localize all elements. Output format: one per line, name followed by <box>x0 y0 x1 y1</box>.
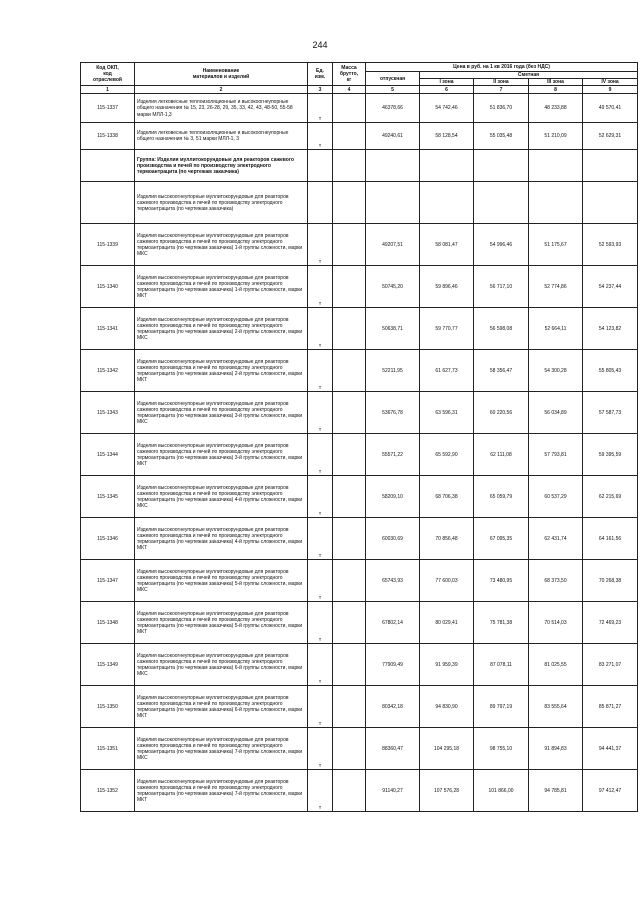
item-price-zone3: 51 210,09 <box>529 123 583 150</box>
item-unit: т <box>308 686 333 728</box>
item-mass <box>333 392 366 434</box>
item-price-zone2: 73 480,95 <box>474 560 529 602</box>
item-price-zone2: 60 220,56 <box>474 392 529 434</box>
table-row <box>81 770 638 812</box>
item-code: 115-1344 <box>81 434 135 476</box>
item-price-zone3: 91 894,83 <box>529 728 583 770</box>
item-code: 115-1349 <box>81 644 135 686</box>
item-price-zone3: 94 785,81 <box>529 770 583 812</box>
item-name: Группа: Изделия муллитокорундовые для реакторов сажевого производства и печей по производству электродного термоантрацита (по чертежам заказчика) <box>135 150 308 182</box>
item-code: 115-1343 <box>81 392 135 434</box>
item-price-zone2: 56 598,08 <box>474 308 529 350</box>
table-row <box>81 476 638 518</box>
table-row <box>81 686 638 728</box>
item-price-zone4: 85 871,27 <box>583 686 638 728</box>
header-name-line1: Наименование <box>202 68 240 74</box>
item-unit: т <box>308 602 333 644</box>
page-number: 244 <box>312 40 328 50</box>
item-name: Изделия высокоогнеупорные муллитокорундовые для реакторов сажевого производства и печей по производству электродного термоантрацита (по чертежам заказчика) 6-й группы сложности, марки МКТ <box>135 686 308 728</box>
item-unit: т <box>308 728 333 770</box>
item-price-zone1: 80 029,41 <box>420 602 474 644</box>
table-row <box>81 434 638 476</box>
column-number: 6 <box>420 86 474 94</box>
item-price-zone3: 81 025,55 <box>529 644 583 686</box>
item-price-zone4: 52 629,31 <box>583 123 638 150</box>
item-release-price: 52211,95 <box>366 350 420 392</box>
item-name: Изделия легковесные теплоизоляционные и высокоогнеупорные общего назначения № 15, 23, 26-28, 29, 35, 33, 42, 43, 48-50, 55-58 марки МЛЛ-1,3 <box>135 94 308 123</box>
table-row <box>81 602 638 644</box>
table-body <box>81 94 638 812</box>
item-price-zone1: 77 600,03 <box>420 560 474 602</box>
header-code-line3: отраслевой <box>92 77 123 84</box>
header-price-title: Цена в руб. на 1 кв 2016 года (без НДС) <box>366 63 638 72</box>
item-mass <box>333 476 366 518</box>
item-price-zone3: 70 514,03 <box>529 602 583 644</box>
item-mass <box>333 150 366 182</box>
item-unit: т <box>308 224 333 266</box>
item-code: 115-1338 <box>81 123 135 150</box>
item-release-price <box>366 150 420 182</box>
item-code: 115-1346 <box>81 518 135 560</box>
item-name: Изделия высокоогнеупорные муллитокорундовые для реакторов сажевого производства и печей по производству электродного термоантрацита (по чертежам заказчика) 3-й группы сложности, марки МКТ <box>135 434 308 476</box>
column-number: 2 <box>135 86 308 94</box>
item-price-zone2 <box>474 150 529 182</box>
price-table <box>80 62 638 812</box>
item-mass <box>333 644 366 686</box>
item-price-zone1 <box>420 150 474 182</box>
item-price-zone3: 56 034,89 <box>529 392 583 434</box>
column-number: 1 <box>81 86 135 94</box>
item-price-zone4: 59 395,59 <box>583 434 638 476</box>
table-row <box>81 224 638 266</box>
item-price-zone3: 83 555,64 <box>529 686 583 728</box>
header-zone2: II зона <box>474 79 529 86</box>
header-code-line2: код <box>103 71 112 78</box>
item-price-zone3: 54 300,28 <box>529 350 583 392</box>
column-number: 4 <box>333 86 366 94</box>
item-price-zone4: 54 237,44 <box>583 266 638 308</box>
table-row <box>81 308 638 350</box>
item-code: 115-1350 <box>81 686 135 728</box>
table-row <box>81 94 638 123</box>
item-mass <box>333 224 366 266</box>
item-price-zone1: 91 959,39 <box>420 644 474 686</box>
item-mass <box>333 182 366 224</box>
item-release-price: 49207,51 <box>366 224 420 266</box>
header-code-line1: Код ОКП, <box>96 64 119 71</box>
item-mass <box>333 770 366 812</box>
item-price-zone2: 98 755,10 <box>474 728 529 770</box>
item-unit: т <box>308 476 333 518</box>
item-price-zone3: 52 664,11 <box>529 308 583 350</box>
item-price-zone4 <box>583 150 638 182</box>
column-number: 7 <box>474 86 529 94</box>
item-code: 115-1351 <box>81 728 135 770</box>
item-unit <box>308 182 333 224</box>
header-name <box>135 63 308 86</box>
item-name: Изделия высокоогнеупорные муллитокорундовые для реакторов сажевого производства и печей по производству электродного термоантрацита (по чертежам заказчика) 6-й группы сложности, марки МКС <box>135 644 308 686</box>
item-price-zone4: 64 161,56 <box>583 518 638 560</box>
item-unit: т <box>308 123 333 150</box>
item-price-zone2: 89 797,19 <box>474 686 529 728</box>
item-release-price: 77909,49 <box>366 644 420 686</box>
item-release-price: 53676,78 <box>366 392 420 434</box>
header-name-line2: материалов и изделий <box>192 74 250 81</box>
item-price-zone1: 63 596,31 <box>420 392 474 434</box>
item-price-zone2 <box>474 182 529 224</box>
item-release-price: 88360,47 <box>366 728 420 770</box>
table-row <box>81 350 638 392</box>
item-price-zone4 <box>583 182 638 224</box>
column-number: 9 <box>583 86 638 94</box>
header-unit-line1: Ед. <box>316 68 324 74</box>
column-number-row <box>81 86 638 94</box>
item-mass <box>333 518 366 560</box>
item-price-zone1: 107 576,28 <box>420 770 474 812</box>
item-code: 115-1337 <box>81 94 135 123</box>
item-unit: т <box>308 434 333 476</box>
item-code: 115-1345 <box>81 476 135 518</box>
item-price-zone1: 70 856,48 <box>420 518 474 560</box>
item-code: 115-1347 <box>81 560 135 602</box>
item-release-price: 50638,71 <box>366 308 420 350</box>
header-estimate: Сметная <box>420 72 638 79</box>
item-release-price <box>366 182 420 224</box>
item-unit <box>308 150 333 182</box>
item-name: Изделия высокоогнеупорные муллитокорундовые для реакторов сажевого производства и печей по производству электродного термоантрацита (по чертежам заказчика) <box>135 182 308 224</box>
item-price-zone1: 104 295,18 <box>420 728 474 770</box>
table-row <box>81 150 638 182</box>
item-name: Изделия легковесные теплоизоляционные и высокоогнеупорные общего назначения № 3, 51 марки МЛЛ-1, 3 <box>135 123 308 150</box>
item-price-zone3: 48 233,88 <box>529 94 583 123</box>
item-price-zone2: 87 078,11 <box>474 644 529 686</box>
table-row <box>81 392 638 434</box>
item-release-price: 49240,61 <box>366 123 420 150</box>
item-mass <box>333 686 366 728</box>
item-price-zone4: 57 587,73 <box>583 392 638 434</box>
item-name: Изделия высокоогнеупорные муллитокорундовые для реакторов сажевого производства и печей по производству электродного термоантрацита (по чертежам заказчика) 1-й группы сложности, марки МКС <box>135 224 308 266</box>
item-price-zone4: 70 268,38 <box>583 560 638 602</box>
table-row <box>81 560 638 602</box>
item-price-zone1: 58 081,47 <box>420 224 474 266</box>
header-mass <box>333 63 366 86</box>
header-zone4: IV зона <box>583 79 638 86</box>
item-name: Изделия высокоогнеупорные муллитокорундовые для реакторов сажевого производства и печей по производству электродного термоантрацита (по чертежам заказчика) 4-й группы сложности, марки МКС <box>135 476 308 518</box>
item-release-price: 50745,20 <box>366 266 420 308</box>
item-price-zone2: 55 035,48 <box>474 123 529 150</box>
item-name: Изделия высокоогнеупорные муллитокорундовые для реакторов сажевого производства и печей по производству электродного термоантрацита (по чертежам заказчика) 5-й группы сложности, марки МКТ <box>135 602 308 644</box>
item-release-price: 46378,66 <box>366 94 420 123</box>
item-code: 115-1340 <box>81 266 135 308</box>
item-price-zone3: 62 431,74 <box>529 518 583 560</box>
item-price-zone2: 62 111,08 <box>474 434 529 476</box>
item-code: 115-1341 <box>81 308 135 350</box>
item-price-zone2: 65 059,79 <box>474 476 529 518</box>
item-mass <box>333 602 366 644</box>
item-mass <box>333 308 366 350</box>
item-release-price: 60030,69 <box>366 518 420 560</box>
item-price-zone4: 55 805,43 <box>583 350 638 392</box>
item-release-price: 58209,10 <box>366 476 420 518</box>
item-code: 115-1348 <box>81 602 135 644</box>
item-name: Изделия высокоогнеупорные муллитокорундовые для реакторов сажевого производства и печей по производству электродного термоантрацита (по чертежам заказчика) 4-й группы сложности, марки МКТ <box>135 518 308 560</box>
item-unit: т <box>308 518 333 560</box>
item-name: Изделия высокоогнеупорные муллитокорундовые для реакторов сажевого производства и печей по производству электродного термоантрацита (по чертежам заказчика) 7-й группы сложности, марки МКС <box>135 728 308 770</box>
item-code: 115-1339 <box>81 224 135 266</box>
item-name: Изделия высокоогнеупорные муллитокорундовые для реакторов сажевого производства и печей по производству электродного термоантрацита (по чертежам заказчика) 2-й группы сложности, марки МКТ <box>135 350 308 392</box>
table-row <box>81 518 638 560</box>
item-unit: т <box>308 308 333 350</box>
item-price-zone4: 72 469,23 <box>583 602 638 644</box>
item-release-price: 67802,14 <box>366 602 420 644</box>
item-name: Изделия высокоогнеупорные муллитокорундовые для реакторов сажевого производства и печей по производству электродного термоантрацита (по чертежам заказчика) 2-й группы сложности, марки МКС <box>135 308 308 350</box>
item-price-zone2: 54 996,46 <box>474 224 529 266</box>
item-price-zone2: 75 781,38 <box>474 602 529 644</box>
item-price-zone1: 68 706,38 <box>420 476 474 518</box>
item-release-price: 55571,22 <box>366 434 420 476</box>
header-zone3: III зона <box>529 79 583 86</box>
item-price-zone4: 54 123,82 <box>583 308 638 350</box>
column-number: 8 <box>529 86 583 94</box>
item-price-zone1: 61 627,73 <box>420 350 474 392</box>
item-price-zone4: 52 593,93 <box>583 224 638 266</box>
column-number: 5 <box>366 86 420 94</box>
item-price-zone3: 52 774,86 <box>529 266 583 308</box>
item-mass <box>333 434 366 476</box>
item-price-zone3: 60 537,29 <box>529 476 583 518</box>
item-name: Изделия высокоогнеупорные муллитокорундовые для реакторов сажевого производства и печей по производству электродного термоантрацита (по чертежам заказчика) 5-й группы сложности, марки МКС <box>135 560 308 602</box>
header-release: отпускная <box>366 72 420 86</box>
header-unit <box>308 63 333 86</box>
item-price-zone2: 56 717,10 <box>474 266 529 308</box>
item-price-zone1: 94 830,90 <box>420 686 474 728</box>
header-zone1: I зона <box>420 79 474 86</box>
item-release-price: 91140,27 <box>366 770 420 812</box>
item-price-zone3 <box>529 182 583 224</box>
item-price-zone3: 57 793,81 <box>529 434 583 476</box>
table-row <box>81 728 638 770</box>
header-unit-line2: изм. <box>314 74 326 81</box>
item-price-zone4: 62 215,69 <box>583 476 638 518</box>
item-price-zone2: 67 095,35 <box>474 518 529 560</box>
item-price-zone3: 68 373,50 <box>529 560 583 602</box>
header-mass-line3: кг <box>346 77 352 84</box>
item-price-zone2: 58 356,47 <box>474 350 529 392</box>
item-price-zone4: 49 570,41 <box>583 94 638 123</box>
item-unit: т <box>308 94 333 123</box>
item-name: Изделия высокоогнеупорные муллитокорундовые для реакторов сажевого производства и печей по производству электродного термоантрацита (по чертежам заказчика) 3-й группы сложности, марки МКС <box>135 392 308 434</box>
item-price-zone3 <box>529 150 583 182</box>
header-mass-line1: Масса <box>341 64 357 71</box>
table-row <box>81 266 638 308</box>
table-row <box>81 182 638 224</box>
item-price-zone4: 83 271,07 <box>583 644 638 686</box>
item-unit: т <box>308 392 333 434</box>
item-price-zone1: 59 896,46 <box>420 266 474 308</box>
item-unit: т <box>308 350 333 392</box>
item-price-zone4: 97 412,47 <box>583 770 638 812</box>
header-mass-line2: брутто, <box>339 71 359 78</box>
item-price-zone3: 51 175,67 <box>529 224 583 266</box>
item-price-zone1 <box>420 182 474 224</box>
item-price-zone1: 58 128,54 <box>420 123 474 150</box>
item-price-zone2: 51 836,70 <box>474 94 529 123</box>
item-release-price: 80342,18 <box>366 686 420 728</box>
item-mass <box>333 350 366 392</box>
item-code: 115-1352 <box>81 770 135 812</box>
item-unit: т <box>308 644 333 686</box>
item-code <box>81 182 135 224</box>
item-unit: т <box>308 266 333 308</box>
item-price-zone1: 59 770,77 <box>420 308 474 350</box>
item-mass <box>333 123 366 150</box>
item-release-price: 65743,93 <box>366 560 420 602</box>
item-price-zone2: 101 866,00 <box>474 770 529 812</box>
item-price-zone4: 94 441,37 <box>583 728 638 770</box>
header-code <box>81 63 135 86</box>
item-price-zone1: 54 742,46 <box>420 94 474 123</box>
item-name: Изделия высокоогнеупорные муллитокорундовые для реакторов сажевого производства и печей по производству электродного термоантрацита (по чертежам заказчика) 7-й группы сложности, марки МКТ <box>135 770 308 812</box>
column-number: 3 <box>308 86 333 94</box>
item-mass <box>333 266 366 308</box>
table-row <box>81 123 638 150</box>
item-unit: т <box>308 560 333 602</box>
item-mass <box>333 560 366 602</box>
item-mass <box>333 728 366 770</box>
item-code: 115-1342 <box>81 350 135 392</box>
table-row <box>81 644 638 686</box>
item-code <box>81 150 135 182</box>
item-price-zone1: 65 592,90 <box>420 434 474 476</box>
item-unit: т <box>308 770 333 812</box>
item-name: Изделия высокоогнеупорные муллитокорундовые для реакторов сажевого производства и печей по производству электродного термоантрацита (по чертежам заказчика) 1-й группы сложности, марки МКТ <box>135 266 308 308</box>
item-mass <box>333 94 366 123</box>
